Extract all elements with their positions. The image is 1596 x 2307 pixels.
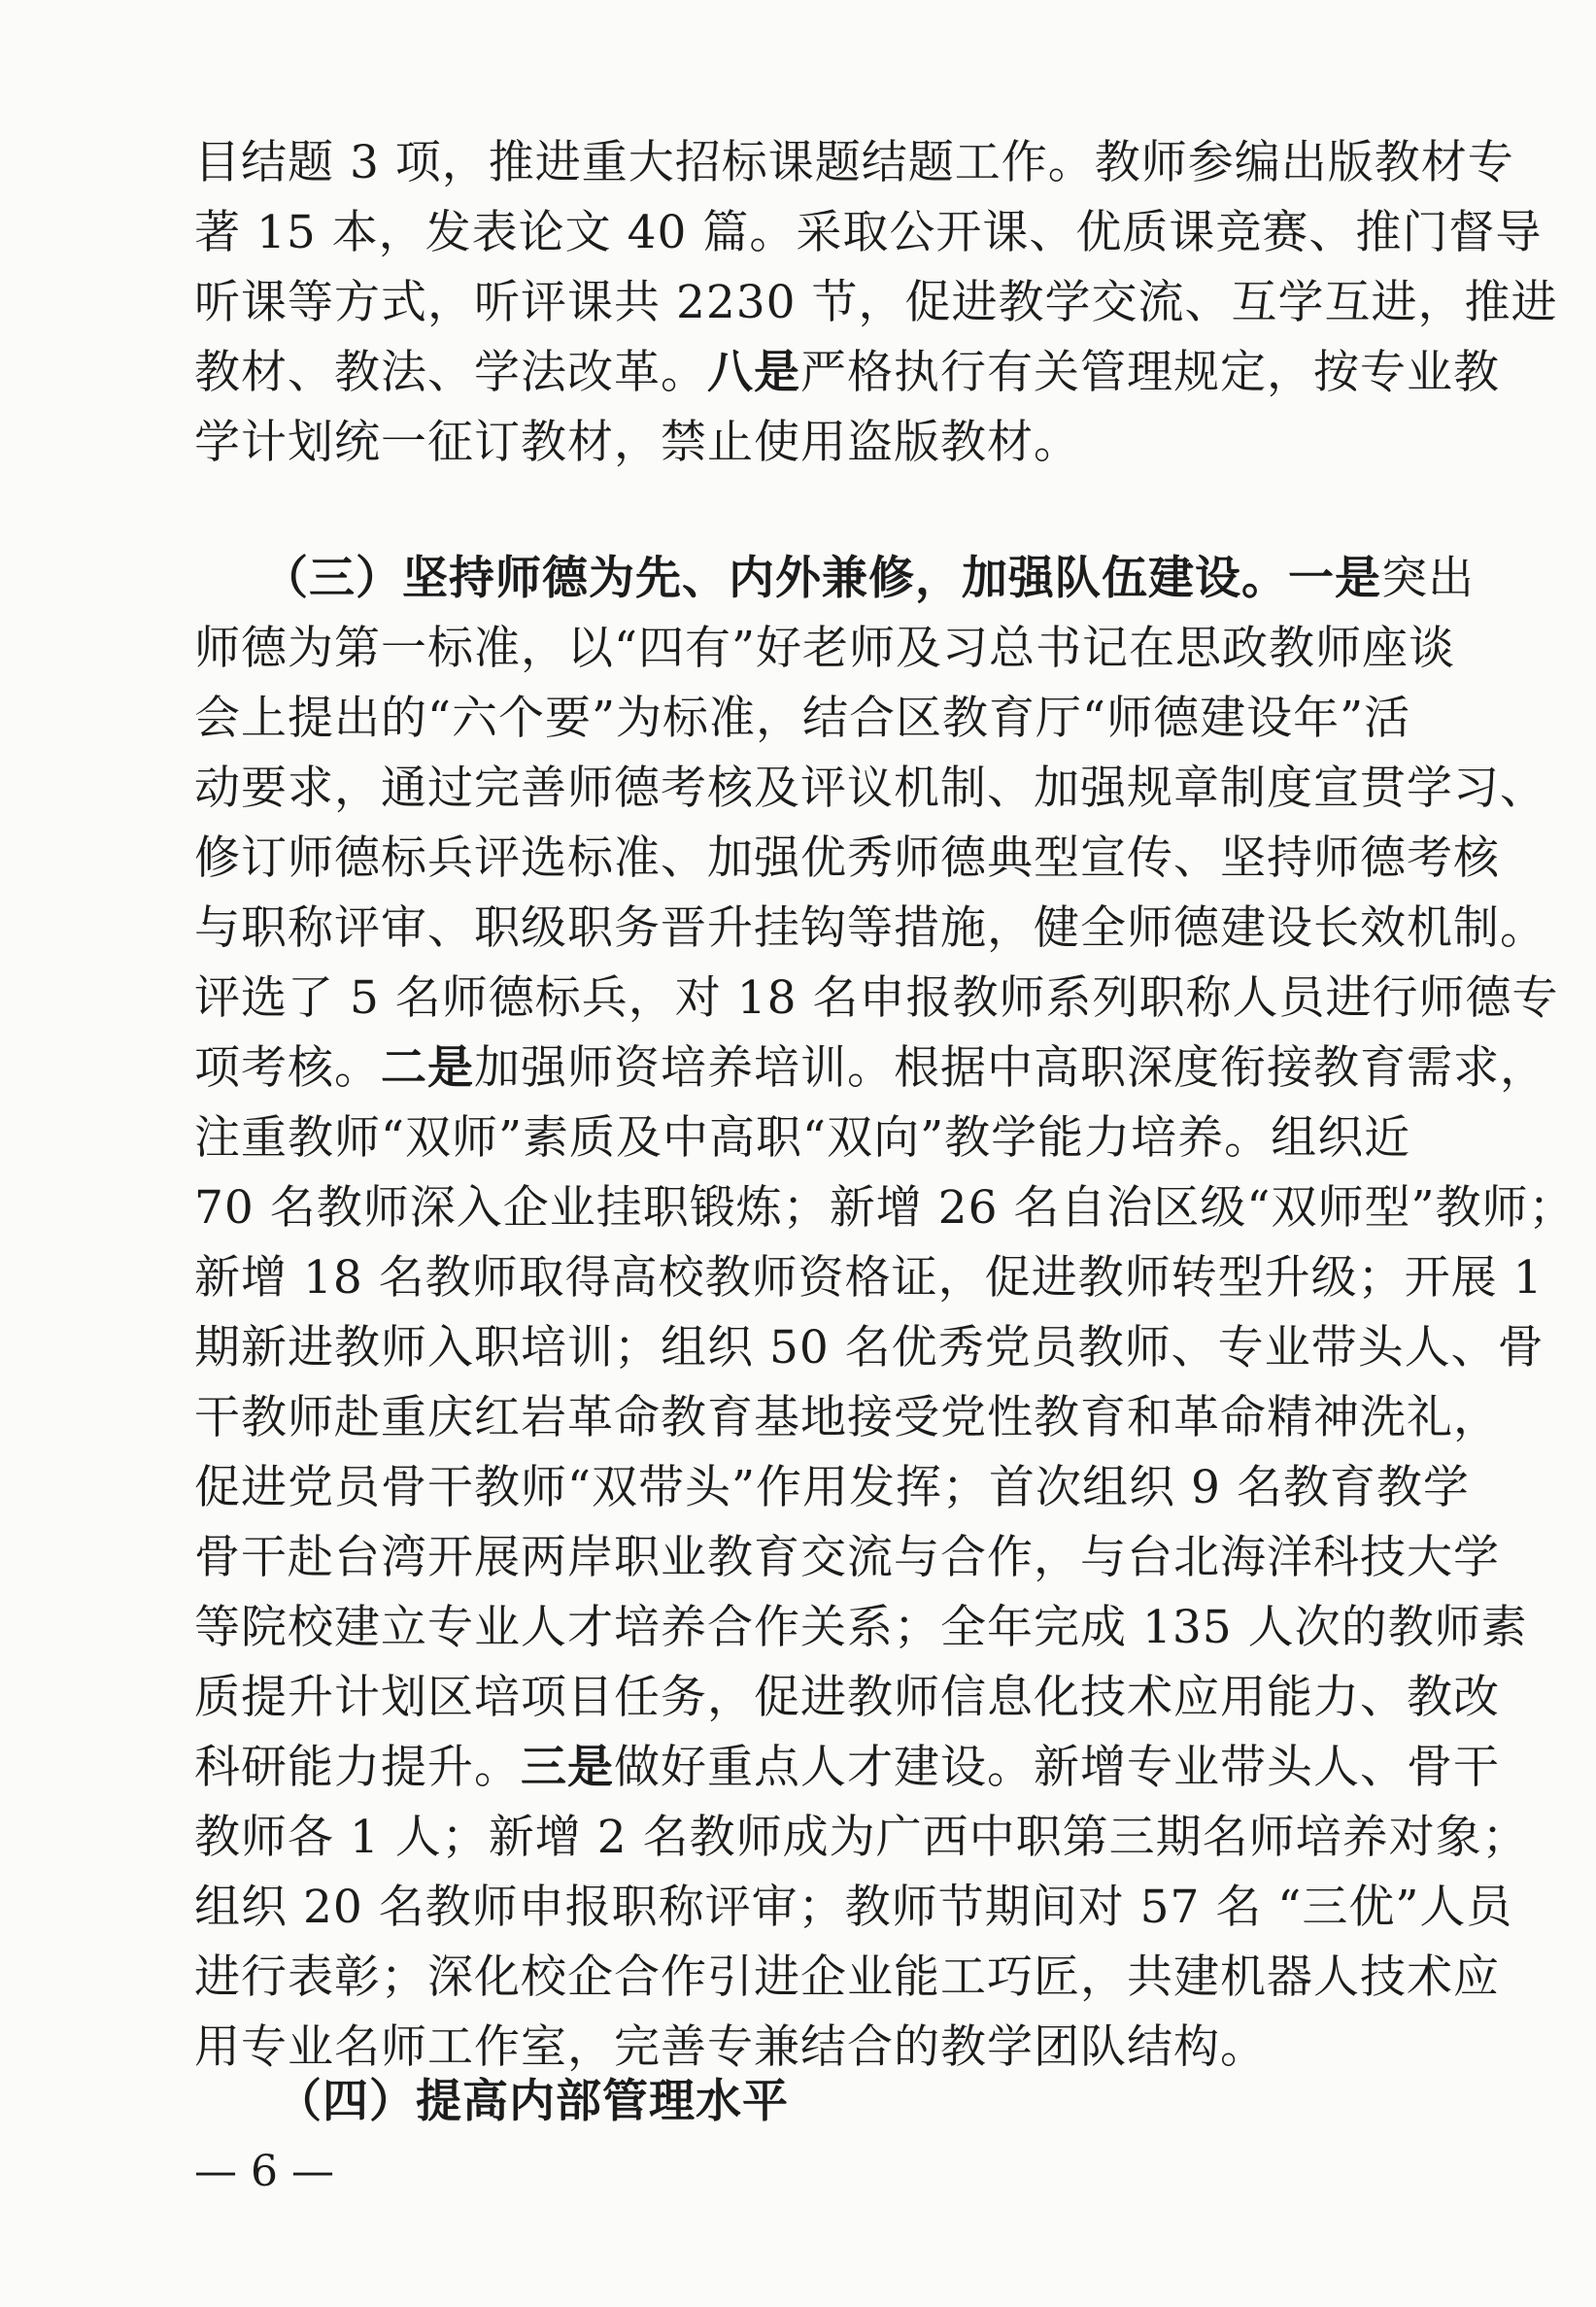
text-line: 用专业名师工作室，完善专兼结合的教学团队结构。	[194, 2020, 1267, 2074]
bold-marker: 一是	[1288, 552, 1381, 605]
text-span: 做好重点人才建设。新增专业带头人、骨干	[614, 1741, 1500, 1794]
text-line: 目结题 3 项，推进重大招标课题结题工作。教师参编出版教材专	[194, 136, 1514, 189]
section-heading	[262, 540, 1475, 618]
text-span: 严格执行有关管理规定，按专业教	[800, 346, 1500, 399]
text-line: 与职称评审、职级职务晋升挂钩等措施，健全师德建设长效机制。	[194, 901, 1546, 955]
text-line: 师德为第一标准，以“四有”好老师及习总书记在思政教师座谈	[194, 622, 1456, 675]
text-line: 著 15 本，发表论文 40 篇。采取公开课、优质课竞赛、推门督导	[194, 206, 1543, 259]
section-heading: （四）提高内部管理水平	[276, 2075, 789, 2128]
page-number: — 6 —	[194, 2147, 334, 2196]
text-span: 突出	[1381, 552, 1475, 605]
text-span: 加强师资培养培训。根据中高职深度衔接教育需求，	[474, 1041, 1546, 1095]
text-line: 骨干赴台湾开展两岸职业教育交流与合作，与台北海洋科技大学	[194, 1531, 1500, 1584]
text-line: 听课等方式，听评课共 2230 节，促进教学交流、互学互进，推进	[194, 276, 1558, 329]
text-line: 组织 20 名教师申报职称评审；教师节期间对 57 名 “三优”人员	[194, 1881, 1513, 1934]
text-line: 教师各 1 人；新增 2 名教师成为广西中职第三期名师培养对象；	[194, 1811, 1529, 1864]
text-line: 促进党员骨干教师“双带头”作用发挥；首次组织 9 名教育教学	[194, 1461, 1470, 1514]
text-line	[194, 1030, 1546, 1107]
bold-marker: 二是	[381, 1041, 474, 1095]
bold-marker: 八是	[707, 346, 800, 399]
text-line: 注重教师“双师”素质及中高职“双向”教学能力培养。组织近	[194, 1111, 1411, 1165]
bold-marker: 三是	[521, 1741, 614, 1794]
text-line	[194, 1729, 1500, 1807]
text-line	[194, 334, 1500, 412]
text-line: 质提升计划区培项目任务，促进教师信息化技术应用能力、教改	[194, 1671, 1500, 1724]
text-line: 修订师德标兵评选标准、加强优秀师德典型宣传、坚持师德考核	[194, 831, 1500, 885]
text-line: 会上提出的“六个要”为标准，结合区教育厅“师德建设年”活	[194, 692, 1411, 745]
text-line: 学计划统一征订教材，禁止使用盗版教材。	[194, 416, 1080, 469]
text-line: 新增 18 名教师取得高校教师资格证，促进教师转型升级；开展 1	[194, 1251, 1544, 1305]
text-line: 进行表彰；深化校企合作引进企业能工巧匠，共建机器人技术应	[194, 1951, 1500, 2004]
text-line: 期新进教师入职培训；组织 50 名优秀党员教师、专业带头人、骨	[194, 1321, 1545, 1374]
text-line: 评选了 5 名师德标兵，对 18 名申报教师系列职称人员进行师德专	[194, 971, 1559, 1025]
text-line: 干教师赴重庆红岩革命教育基地接受党性教育和革命精神洗礼，	[194, 1391, 1500, 1444]
text-span: 教材、教法、学法改革。	[194, 346, 707, 399]
text-span: 项考核。	[194, 1041, 381, 1095]
text-span: 科研能力提升。	[194, 1741, 521, 1794]
text-line: 等院校建立专业人才培养合作关系；全年完成 135 人次的教师素	[194, 1601, 1528, 1654]
heading-text: （三）坚持师德为先、内外兼修，加强队伍建设。	[262, 552, 1288, 605]
text-line: 动要求，通过完善师德考核及评议机制、加强规章制度宣贯学习、	[194, 762, 1546, 815]
text-line: 70 名教师深入企业挂职锻炼；新增 26 名自治区级“双师型”教师；	[194, 1181, 1576, 1235]
